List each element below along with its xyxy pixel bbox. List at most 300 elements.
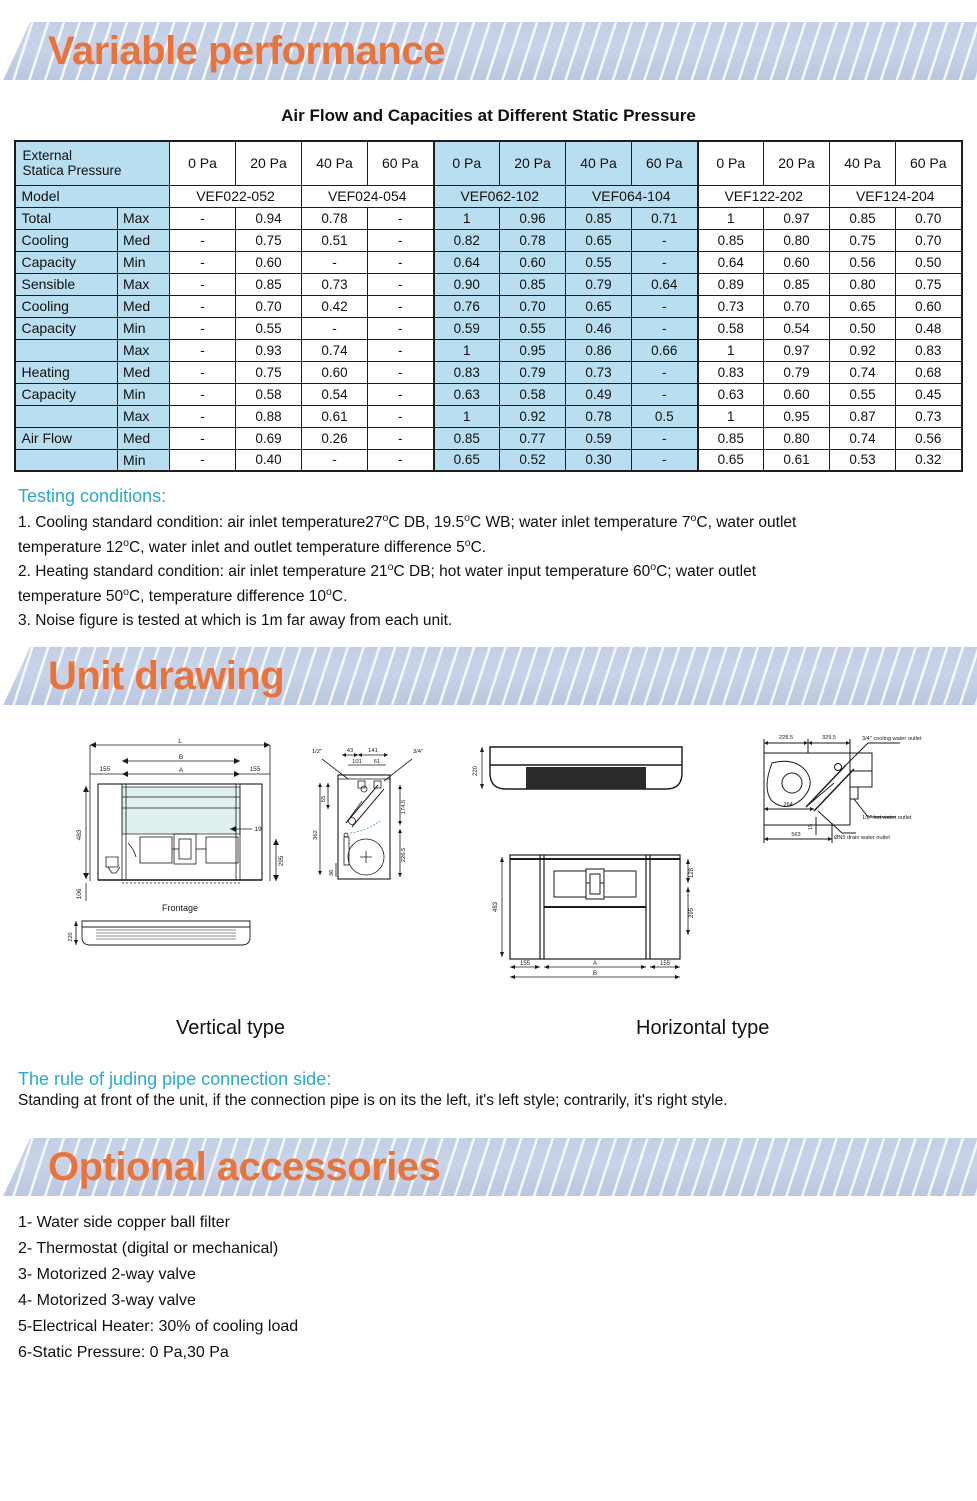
cell: 1	[698, 207, 764, 229]
t1b: C DB, 19.5	[388, 514, 465, 532]
top-spacer	[0, 0, 977, 22]
dim-329: 329.5	[822, 734, 836, 741]
sub-label-3-1: Med	[117, 427, 169, 449]
cell: 0.65	[698, 449, 764, 471]
cell: -	[368, 207, 434, 229]
cell: -	[302, 317, 368, 339]
table-row	[15, 229, 961, 251]
cell: 0.83	[434, 361, 500, 383]
model-row-label: Model	[15, 185, 169, 207]
cell: -	[368, 339, 434, 361]
spacer-before-unit-drawing	[0, 633, 977, 647]
group-label-2-line0: Heating	[15, 361, 117, 383]
t2a: temperature 12	[18, 538, 124, 556]
testing-line-1	[18, 511, 951, 535]
cell: 0.63	[698, 383, 764, 405]
cell: 0.61	[302, 405, 368, 427]
testing-line-3	[18, 560, 951, 584]
pipe-connection-rule-text: Standing at front of the unit, if the connection pipe is on its the left, it's left style; contrarily, it's right style.	[18, 1091, 728, 1109]
cell: 0.49	[566, 383, 632, 405]
vertical-front-view-drawing	[62, 731, 292, 936]
deg: o	[464, 536, 471, 549]
sub-label-2-2: Min	[117, 383, 169, 405]
cell: 0.97	[764, 339, 830, 361]
dim-295: 295	[278, 855, 285, 867]
pipe-connection-rule-heading: The rule of juding pipe connection side:	[18, 1068, 332, 1089]
cell: 1	[434, 207, 500, 229]
group-label-0-line2: Capacity	[15, 251, 117, 273]
model-cell-5: VEF124-204	[830, 185, 962, 207]
label-cooling-water-outlet: 3/4" cooling water outlet	[862, 735, 922, 742]
unit-drawings-area	[0, 713, 977, 1013]
dim-362: 362	[313, 830, 319, 840]
sub-label-3-0: Max	[117, 405, 169, 427]
cell: 0.58	[698, 317, 764, 339]
dim-A-plan: A	[592, 960, 598, 967]
deg: o	[650, 561, 657, 574]
dim-174: 174.5	[401, 799, 407, 815]
cell: 0.60	[500, 251, 566, 273]
pressure-header-1: 20 Pa	[236, 141, 302, 185]
cell: 0.78	[566, 405, 632, 427]
section-banner-unit-drawing	[0, 647, 977, 705]
table-row	[15, 207, 961, 229]
cell: 0.97	[764, 207, 830, 229]
vertical-side-view-drawing	[300, 741, 440, 896]
cell: 0.80	[764, 427, 830, 449]
cell: 0.75	[236, 229, 302, 251]
cell: 0.46	[566, 317, 632, 339]
dim-55: 55	[321, 795, 327, 803]
table-row	[15, 449, 961, 471]
cell: -	[170, 383, 236, 405]
cell: 0.74	[830, 427, 896, 449]
table-row	[15, 361, 961, 383]
horizontal-top-svg	[466, 729, 716, 839]
cell: 1	[698, 339, 764, 361]
cell: -	[368, 361, 434, 383]
cell: 0.75	[830, 229, 896, 251]
cell: 0.74	[830, 361, 896, 383]
cell: 0.82	[434, 229, 500, 251]
sub-label-1-0: Max	[117, 273, 169, 295]
cell: 0.60	[764, 251, 830, 273]
cell: -	[170, 251, 236, 273]
cell: 0.48	[896, 317, 962, 339]
cell: -	[368, 405, 434, 427]
group-label-2-blank	[15, 339, 117, 361]
performance-table	[14, 140, 962, 472]
group-label-0	[15, 207, 117, 229]
t1a: 1. Cooling standard condition: air inlet temperature27	[18, 514, 383, 532]
deg: o	[326, 585, 332, 598]
pressure-header-6: 40 Pa	[566, 141, 632, 185]
testing-line-4	[18, 585, 951, 609]
list-item: 6-Static Pressure: 0 Pa,30 Pa	[18, 1343, 229, 1361]
cell: 0.64	[632, 273, 698, 295]
cell: 0.94	[236, 207, 302, 229]
horizontal-top-view-drawing	[466, 729, 716, 844]
t3a: 2. Heating standard condition: air inlet temperature 21	[18, 563, 388, 581]
front-view-svg	[62, 731, 292, 931]
model-cell-2: VEF062-102	[434, 185, 566, 207]
group-label-3-blank2	[15, 449, 117, 471]
cell: 0.95	[500, 339, 566, 361]
model-cell-3: VEF064-104	[566, 185, 698, 207]
cell: 0.65	[566, 295, 632, 317]
cell: 0.64	[434, 251, 500, 273]
dim-155-left: 155	[99, 765, 111, 773]
cell: 0.55	[500, 317, 566, 339]
cell: 0.64	[698, 251, 764, 273]
cell: -	[368, 449, 434, 471]
pressure-header-7: 60 Pa	[632, 141, 698, 185]
cell: 0.73	[698, 295, 764, 317]
cell: 0.85	[830, 207, 896, 229]
label-hot-water-outlet: 1/2" hot water outlet	[862, 814, 912, 821]
cell: 0.5	[632, 405, 698, 427]
group-label-3-blank	[15, 405, 117, 427]
testing-line-5: 3. Noise figure is tested at which is 1m far away from each unit.	[18, 611, 453, 629]
cell: 0.85	[236, 273, 302, 295]
cell: -	[170, 405, 236, 427]
cell: 0.32	[896, 449, 962, 471]
section-title-unit-drawing: Unit drawing	[48, 653, 285, 698]
cell: 0.75	[236, 361, 302, 383]
cell: 0.56	[896, 427, 962, 449]
dim-B: B	[178, 753, 184, 761]
cell: 0.58	[236, 383, 302, 405]
dim-43: 43	[346, 747, 354, 754]
cell: 0.61	[764, 449, 830, 471]
pressure-header-5: 20 Pa	[500, 141, 566, 185]
cell: -	[170, 317, 236, 339]
pressure-header-11: 60 Pa	[896, 141, 962, 185]
cell: -	[632, 317, 698, 339]
cell: -	[632, 251, 698, 273]
t4c: C.	[331, 588, 348, 606]
pressure-header-8: 0 Pa	[698, 141, 764, 185]
list-item: 5-Electrical Heater: 30% of cooling load	[18, 1317, 299, 1335]
cell: 0.83	[896, 339, 962, 361]
cell: 0.76	[434, 295, 500, 317]
cell: -	[632, 449, 698, 471]
cell: 0.92	[500, 405, 566, 427]
dim-226: 226.5	[401, 847, 407, 863]
section-banner-variable-performance	[0, 22, 977, 80]
section-title-variable-performance: Variable performance	[48, 29, 445, 73]
dim-B-plan: B	[592, 970, 598, 977]
cell: 0.63	[434, 383, 500, 405]
cell: 0.95	[764, 405, 830, 427]
t2c: C.	[470, 538, 487, 556]
spacer-before-accessories	[0, 1110, 977, 1138]
dim-220-vertical: 220	[68, 932, 74, 942]
cell: 0.30	[566, 449, 632, 471]
cell: 0.60	[302, 361, 368, 383]
sub-label-0-2: Min	[117, 251, 169, 273]
dim-228: 228.5	[779, 734, 793, 741]
table-row	[15, 383, 961, 405]
cell: 0.60	[236, 251, 302, 273]
cell: 0.60	[896, 295, 962, 317]
cell: 0.85	[698, 427, 764, 449]
dim-155-left-plan: 155	[519, 960, 531, 967]
cell: -	[170, 361, 236, 383]
cell: -	[632, 229, 698, 251]
dim-295-plan: 295	[689, 907, 695, 918]
cell: 0.78	[500, 229, 566, 251]
cell: 0.45	[896, 383, 962, 405]
corner-header-line1: External	[22, 148, 73, 164]
cell: 0.58	[500, 383, 566, 405]
pressure-header-3: 60 Pa	[368, 141, 434, 185]
dim-15: 15	[808, 823, 814, 831]
cell: -	[368, 383, 434, 405]
t1d: C, water outlet	[696, 514, 797, 532]
dim-106: 106	[76, 888, 83, 900]
cell: 0.85	[500, 273, 566, 295]
cell: 0.55	[236, 317, 302, 339]
cell: 0.74	[302, 339, 368, 361]
model-cell-0: VEF022-052	[170, 185, 302, 207]
cell: 0.79	[764, 361, 830, 383]
cell: -	[632, 383, 698, 405]
sub-label-2-1: Med	[117, 361, 169, 383]
bottom-view-svg	[66, 913, 266, 958]
deg: o	[690, 512, 697, 524]
sub-label-1-2: Min	[117, 317, 169, 339]
horizontal-plan-svg	[484, 843, 714, 983]
sub-label-1-1: Med	[117, 295, 169, 317]
cell: 0.51	[302, 229, 368, 251]
vertical-type-label: Vertical type	[176, 1016, 285, 1039]
cell: 0.65	[830, 295, 896, 317]
pressure-header-10: 40 Pa	[830, 141, 896, 185]
cell: 0.65	[566, 229, 632, 251]
deg: o	[464, 512, 471, 524]
pressure-header-0: 0 Pa	[170, 141, 236, 185]
piping-detail-svg	[750, 723, 970, 858]
side-view-svg	[300, 741, 440, 891]
cell: 0.73	[302, 273, 368, 295]
group-label-2-line1: Capacity	[15, 383, 117, 405]
dim-141: 141	[368, 747, 378, 754]
cell: -	[368, 273, 434, 295]
cell: 0.52	[500, 449, 566, 471]
dim-563: 563	[791, 831, 801, 838]
cell: 0.77	[500, 427, 566, 449]
piping-connection-drawing	[750, 723, 970, 863]
group-label-3-line0: Air Flow	[15, 427, 117, 449]
dim-155-right: 155	[249, 765, 261, 773]
cell: 0.70	[236, 295, 302, 317]
cell: 0.92	[830, 339, 896, 361]
table-row	[15, 295, 961, 317]
cell: 0.85	[434, 427, 500, 449]
cell: -	[170, 295, 236, 317]
cell: 0.69	[236, 427, 302, 449]
cell: -	[302, 251, 368, 273]
testing-conditions-heading: Testing conditions:	[18, 486, 167, 506]
pressure-header-4: 0 Pa	[434, 141, 500, 185]
t1c: C WB; water inlet temperature 7	[470, 514, 691, 532]
cell: 0.70	[500, 295, 566, 317]
dim-36: 36	[329, 869, 335, 877]
t3b: C DB; hot water input temperature 60	[393, 563, 651, 581]
deg: o	[123, 585, 129, 598]
dim-483: 483	[76, 829, 83, 841]
cell: 0.79	[566, 273, 632, 295]
model-cell-1: VEF024-054	[302, 185, 434, 207]
list-item: 3- Motorized 2-way valve	[18, 1265, 196, 1283]
dim-101: 101	[352, 758, 362, 765]
deg: o	[387, 561, 394, 574]
table-row	[15, 251, 961, 273]
table-row	[15, 339, 961, 361]
vertical-bottom-view-drawing	[66, 913, 266, 963]
horizontal-plan-view-drawing	[484, 843, 714, 988]
cell: 0.50	[896, 251, 962, 273]
cell: -	[170, 449, 236, 471]
dim-220-horizontal: 220	[473, 765, 479, 776]
cell: 0.85	[566, 207, 632, 229]
list-item: 1- Water side copper ball filter	[18, 1213, 230, 1231]
t4b: C, temperature difference 10	[128, 588, 327, 606]
cell: 0.89	[698, 273, 764, 295]
t3c: C; water outlet	[656, 563, 757, 581]
sub-label-3-2: Min	[117, 449, 169, 471]
table-row	[15, 405, 961, 427]
cell: 0.78	[302, 207, 368, 229]
table-header-row-model	[15, 185, 961, 207]
cell: 0.70	[896, 207, 962, 229]
cell: -	[170, 427, 236, 449]
cell: 0.88	[236, 405, 302, 427]
drawing-type-labels	[0, 1017, 977, 1059]
cell: 0.86	[566, 339, 632, 361]
sub-label-0-0: Max	[117, 207, 169, 229]
cell: 0.75	[896, 273, 962, 295]
cell: 1	[698, 405, 764, 427]
cell: 0.90	[434, 273, 500, 295]
table-row	[15, 273, 961, 295]
dim-128-plan: 128	[689, 867, 695, 878]
cell: 0.96	[500, 207, 566, 229]
table-header-row-pressure	[15, 141, 961, 185]
cell: 0.60	[764, 383, 830, 405]
frontage-label: Frontage	[161, 902, 199, 913]
group-label-1-line0: Sensible	[15, 273, 117, 295]
corner-header-line2: Statica Pressure	[22, 163, 122, 179]
pressure-header-2: 40 Pa	[302, 141, 368, 185]
t2b: C, water inlet and outlet temperature difference 5	[128, 538, 465, 556]
cell: -	[368, 295, 434, 317]
cell: 0.65	[434, 449, 500, 471]
horizontal-type-label: Horizontal type	[636, 1016, 770, 1039]
cell: -	[170, 339, 236, 361]
cell: 0.80	[830, 273, 896, 295]
cell: -	[170, 207, 236, 229]
cell: 0.79	[500, 361, 566, 383]
cell: 0.83	[698, 361, 764, 383]
cell: 1	[434, 339, 500, 361]
cell: 0.85	[764, 273, 830, 295]
dim-19: 19	[254, 825, 262, 833]
cell: -	[368, 229, 434, 251]
table-row	[15, 427, 961, 449]
table-caption: Air Flow and Capacities at Different Static Pressure	[281, 106, 696, 125]
pressure-header-9: 20 Pa	[764, 141, 830, 185]
cell: 0.87	[830, 405, 896, 427]
cell: 0.54	[764, 317, 830, 339]
cell: 0.68	[896, 361, 962, 383]
deg: o	[382, 512, 389, 524]
cell: -	[632, 361, 698, 383]
label-three-quarter-inch: 3/4"	[412, 748, 424, 755]
t4a: temperature 50	[18, 588, 124, 606]
deg: o	[123, 536, 129, 549]
cell: 0.42	[302, 295, 368, 317]
testing-line-2	[18, 536, 951, 560]
list-item: 2- Thermostat (digital or mechanical)	[18, 1239, 279, 1257]
cell: -	[368, 251, 434, 273]
cell: 0.40	[236, 449, 302, 471]
cell: -	[632, 427, 698, 449]
cell: 0.66	[632, 339, 698, 361]
group-label-0-line1: Cooling	[15, 229, 117, 251]
table-row	[15, 317, 961, 339]
sub-label-2-0: Max	[117, 339, 169, 361]
section-title-optional-accessories: Optional accessories	[48, 1144, 441, 1189]
group-label-1-line2: Capacity	[15, 317, 117, 339]
label-half-inch: 1/2"	[311, 748, 323, 755]
cell: -	[170, 273, 236, 295]
cell: 0.50	[830, 317, 896, 339]
cell: 0.53	[830, 449, 896, 471]
corner-header-cell	[15, 141, 169, 185]
cell: 0.55	[830, 383, 896, 405]
dim-L: L	[178, 737, 182, 745]
cell: 0.56	[830, 251, 896, 273]
cell: 0.70	[896, 229, 962, 251]
cell: 0.80	[764, 229, 830, 251]
group-label-0-line0: Total	[21, 209, 52, 226]
cell: 0.73	[566, 361, 632, 383]
model-cell-4: VEF122-202	[698, 185, 830, 207]
section-banner-optional-accessories	[0, 1138, 977, 1196]
cell: -	[632, 295, 698, 317]
dim-A: A	[178, 766, 184, 774]
dim-61: 61	[373, 758, 381, 765]
sub-label-0-1: Med	[117, 229, 169, 251]
cell: -	[368, 427, 434, 449]
cell: -	[368, 317, 434, 339]
cell: 0.55	[566, 251, 632, 273]
cell: 1	[434, 405, 500, 427]
dim-264: 264	[783, 801, 793, 808]
cell: 0.93	[236, 339, 302, 361]
cell: -	[302, 449, 368, 471]
dim-155-right-plan: 155	[659, 960, 671, 967]
label-drain-water-outlet: ØN5 drain water outlet	[834, 834, 890, 841]
cell: -	[170, 229, 236, 251]
cell: 0.85	[698, 229, 764, 251]
cell: 0.59	[566, 427, 632, 449]
grille-shading	[526, 767, 646, 789]
cell: 0.59	[434, 317, 500, 339]
group-label-1-line1: Cooling	[15, 295, 117, 317]
